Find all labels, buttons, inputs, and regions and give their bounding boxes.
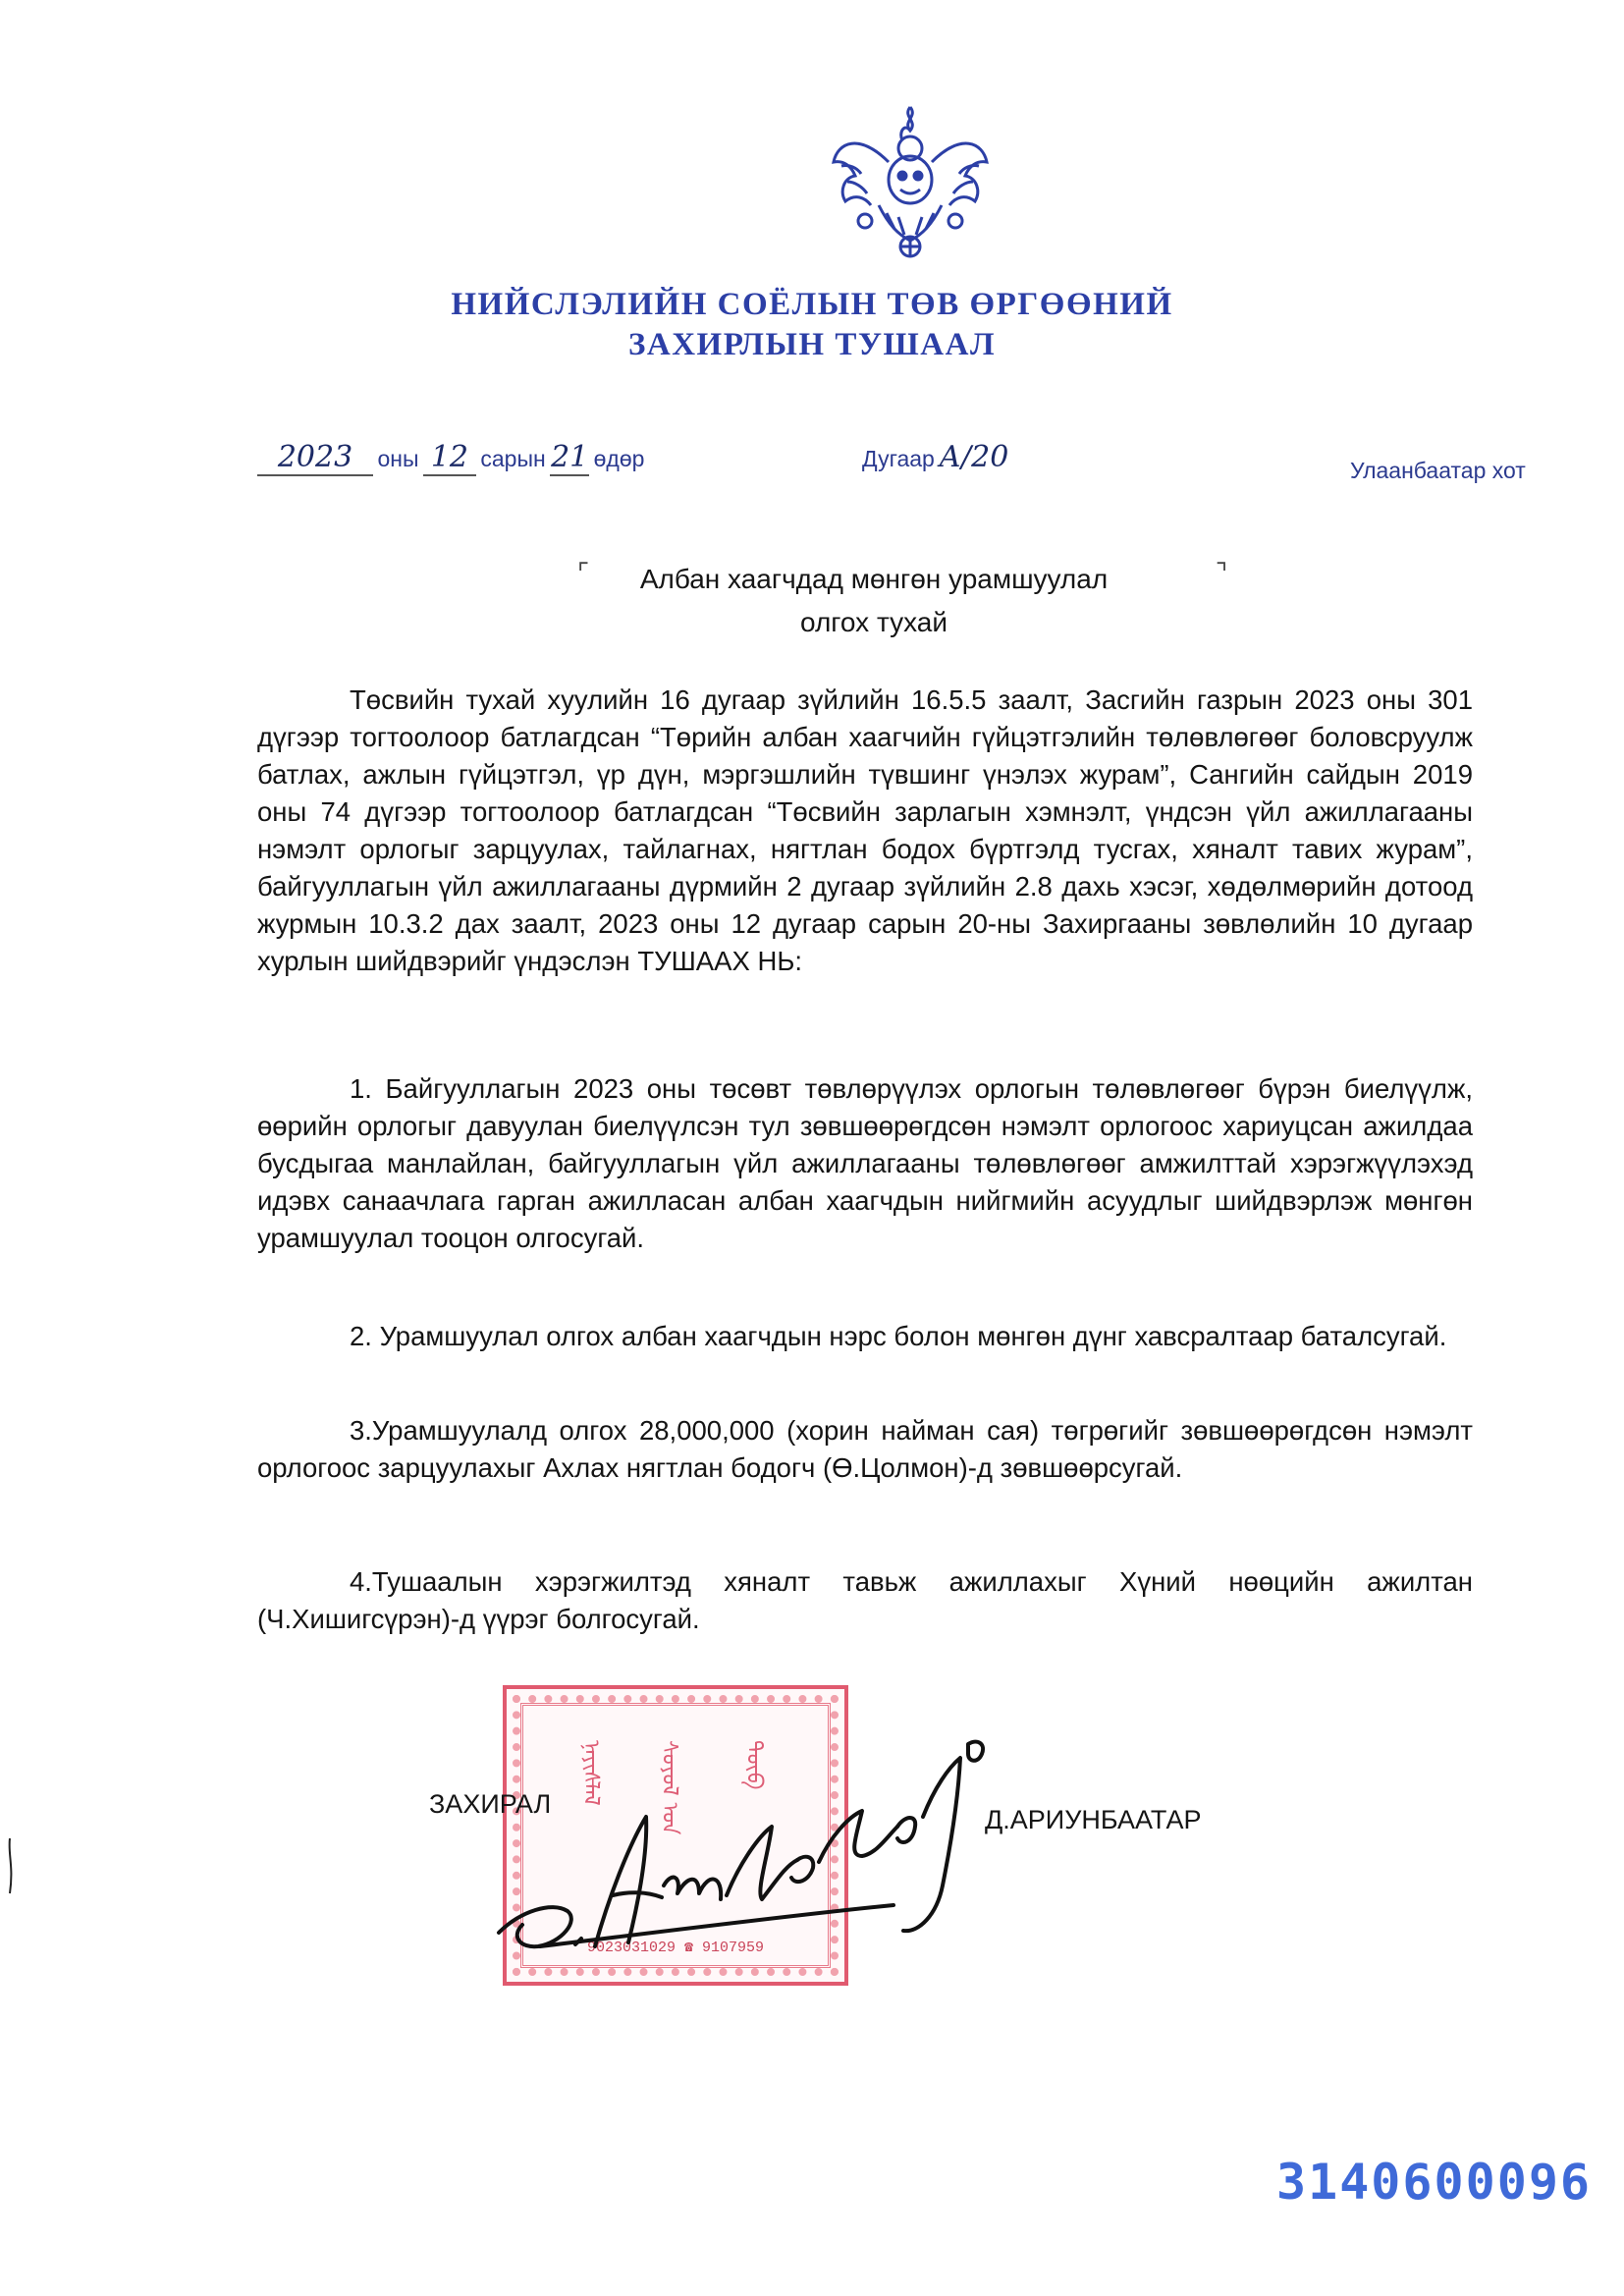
document-number (862, 440, 1008, 474)
handwritten-signature (481, 1689, 1031, 1994)
city-label: Улаанбаатар хот (1350, 458, 1526, 483)
stamp-script-column-2: ᠰᠣᠶᠣᠯ ᠤᠨ (657, 1740, 681, 1835)
stamp-script-column-1: ᠨᠡᠶᠢᠰᠯᠡᠯ (578, 1740, 603, 1806)
document-serial-number: 3140600096 (1276, 2154, 1593, 2211)
subject-close-bracket: ⌝ (1216, 558, 1228, 587)
date-month-suffix: сарын (480, 446, 546, 471)
order-item-2: 2. Урамшуулал олгох албан хаагчдын нэрс болон мөнгөн дүнг хавсралтаар баталсугай. (350, 1321, 1447, 1351)
subject-title (550, 558, 1198, 644)
subject-line-2: олгох тухай (800, 607, 947, 637)
stamp-registration-number: 9023031029 ☎ 9107959 (586, 1940, 765, 1956)
signatory-title: ЗАХИРАЛ (429, 1789, 552, 1819)
signatory-name: Д.АРИУНБААТАР (985, 1805, 1202, 1834)
date-year: 2023 (257, 440, 373, 476)
date-year-suffix: оны (377, 446, 419, 471)
stamp-script-column-3: ᠲᠥᠪ (741, 1740, 766, 1790)
document-number-value: А/20 (939, 440, 1009, 474)
scan-edge-mark (4, 1836, 18, 1895)
document-type-title: ЗАХИРЛЫН ТУШААЛ (627, 327, 997, 362)
subject-open-bracket: ⌜ (577, 558, 590, 587)
date-day-suffix: өдөр (593, 446, 645, 471)
order-item-4: 4.Тушаалын хэрэгжилтэд хяналт тавьж ажиллахыг Хүний нөөцийн ажилтан (Ч.Хишигсүрэн)-д үүрэг болгосугай. (257, 1566, 1473, 1634)
date-day: 21 (551, 440, 589, 474)
date-month: 12 (423, 440, 476, 476)
organization-name: НИЙСЛЭЛИЙН СОЁЛЫН ТӨВ ӨРГӨӨНИЙ (451, 287, 1173, 322)
preamble-paragraph: Төсвийн тухай хуулийн 16 дугаар зүйлийн 16.5.5 заалт, Засгийн газрын 2023 оны 301 дүгээр тогтоолоор батлагдсан “Төрийн албан хаагчийн гүйцэтгэлийн төлөвлөгөөг боловсруулж батлах, ажлын гүйцэтгэл, үр дүн, мэргэшлийн түвшинг үнэлэх журам”, Сангийн сайдын 2019 оны 74 дүгээр тогтоолоор батлагдсан “Төсвийн зарлагын хэмнэлт, үндсэн үйл ажиллагааны нэмэлт орлогыг зарцуулах, тайлагнах, нягтлан бодох бүртгэлд тусгах, хяналт тавих журам”, байгууллагын үйл ажиллагааны дүрмийн 2 дугаар зүйлийн 2.8 дахь хэсэг, хөдөлмөрийн дотоод журмын 10.3.2 дах заалт, 2023 оны 12 дугаар сарын 20-ны Захиргааны зөвлөлийн 10 дугаар хурлын шийдвэрийг үндэслэн ТУШААХ НЬ: (257, 684, 1473, 976)
order-item-3: 3.Урамшуулалд олгох 28,000,000 (хорин найман сая) төгрөгийг зөвшөөрөгдсөн нэмэлт орлогоос зарцуулахыг Ахлах нягтлан бодогч (Ө.Цолмон)-д зөвшөөрсугай. (257, 1415, 1473, 1483)
order-item-1: 1. Байгууллагын 2023 оны төсөвт төвлөрүүлэх орлогын төлөвлөгөөг бүрэн биелүүлж, өөрийн орлогыг давуулан биелүүлсэн тул зөвшөөрөгдсөн нэмэлт орлогоос хариуцсан ажилдаа бусдыгаа манлайлан, байгууллагын үйл ажиллагааны төлөвлөгөөг амжилттай хэрэгжүүлэхэд идэвх санаачлага гарган ажилласан албан хаагчдын нийгмийн асуудлыг шийдвэрлэж мөнгөн урамшуулал тооцон олгосугай. (257, 1073, 1473, 1253)
state-emblem-icon (830, 103, 992, 260)
document-number-label: Дугаар (862, 446, 935, 471)
date-line (257, 440, 644, 476)
subject-line-1: Албан хаагчдад мөнгөн урамшуулал (639, 564, 1109, 594)
